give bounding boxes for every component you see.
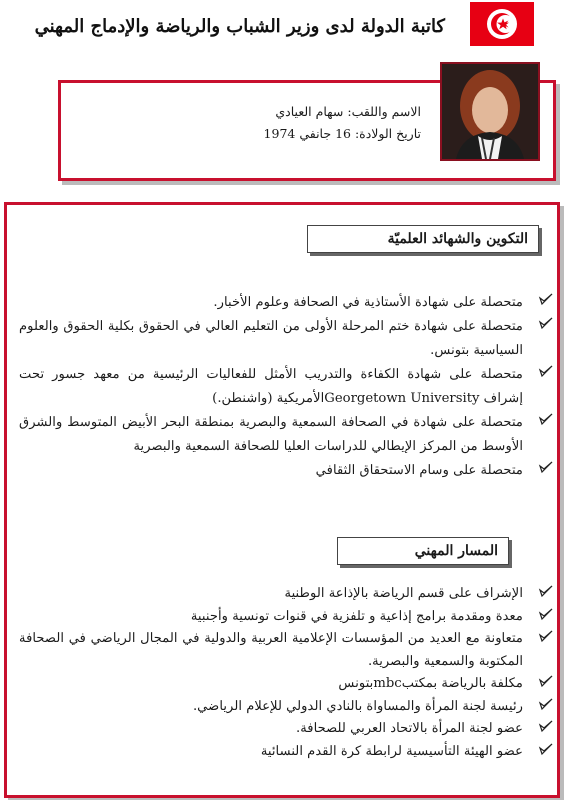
checkmark-arrow-icon — [537, 316, 553, 332]
list-item: متحصلة على شهادة الكفاءة والتدريب الأمثل للفعاليات الرئيسية من معهد جسور تحت إشراف Georgetown Universityالأمريكية (واشنطن.) — [19, 363, 527, 411]
education-heading: التكوين والشهائد العلميّة — [307, 225, 539, 253]
checkmark-arrow-icon — [537, 412, 553, 428]
career-heading: المسار المهني — [337, 537, 509, 565]
checkmark-arrow-icon — [537, 629, 553, 645]
list-item: متحصلة على شهادة الأستاذية في الصحافة وعلوم الأخبار. — [19, 291, 527, 315]
tunisia-flag-icon — [470, 2, 534, 46]
list-item: الإشراف على قسم الرياضة بالإذاعة الوطنية — [19, 583, 527, 606]
birth-date-line: تاريخ الولادة: 16 جانفي 1974 — [263, 126, 421, 141]
profile-photo — [440, 62, 540, 161]
list-item: عضو لجنة المرأة بالاتحاد العربي للصحافة. — [19, 718, 527, 741]
education-list — [19, 291, 527, 483]
list-item: معدة ومقدمة برامج إذاعية و تلفزية في قنوات تونسية وأجنبية — [19, 606, 527, 629]
list-item: متحصلة على وسام الاستحقاق الثقافي — [19, 459, 527, 483]
checkmark-arrow-icon — [537, 292, 553, 308]
checkmark-arrow-icon — [537, 742, 553, 758]
page-title: كاتبة الدولة لدى وزير الشباب والرياضة والإدماج المهني — [34, 16, 445, 37]
name-line: الاسم واللقب: سهام العيادي — [275, 104, 421, 119]
list-item: رئيسة لجنة المرأة والمساواة بالنادي الدولي للإعلام الرياضي. — [19, 696, 527, 719]
checkmark-arrow-icon — [537, 674, 553, 690]
cv-content-box — [4, 202, 560, 798]
checkmark-arrow-icon — [537, 584, 553, 600]
list-item: مكلفة بالرياضة بمكتبmbcبتونس — [19, 673, 527, 696]
list-item: متحصلة على شهادة في الصحافة السمعية والبصرية بمنطقة البحر الأبيض المتوسط والشرق الأوسط من المركز الإيطالي للدراسات العليا للصحافة السمعية والبصرية — [19, 411, 527, 459]
list-item: متحصلة على شهادة ختم المرحلة الأولى من التعليم العالي في الحقوق بكلية الحقوق والعلوم السياسية بتونس. — [19, 315, 527, 363]
checkmark-arrow-icon — [537, 364, 553, 380]
list-item: عضو الهيئة التأسيسية لرابطة كرة القدم النسائية — [19, 741, 527, 764]
checkmark-arrow-icon — [537, 697, 553, 713]
checkmark-arrow-icon — [537, 607, 553, 623]
list-item: متعاونة مع العديد من المؤسسات الإعلامية العربية والدولية في المجال الرياضي في الصحافة المكتوبة والسمعية والبصرية. — [19, 628, 527, 673]
career-list — [19, 583, 527, 763]
checkmark-arrow-icon — [537, 460, 553, 476]
checkmark-arrow-icon — [537, 719, 553, 735]
